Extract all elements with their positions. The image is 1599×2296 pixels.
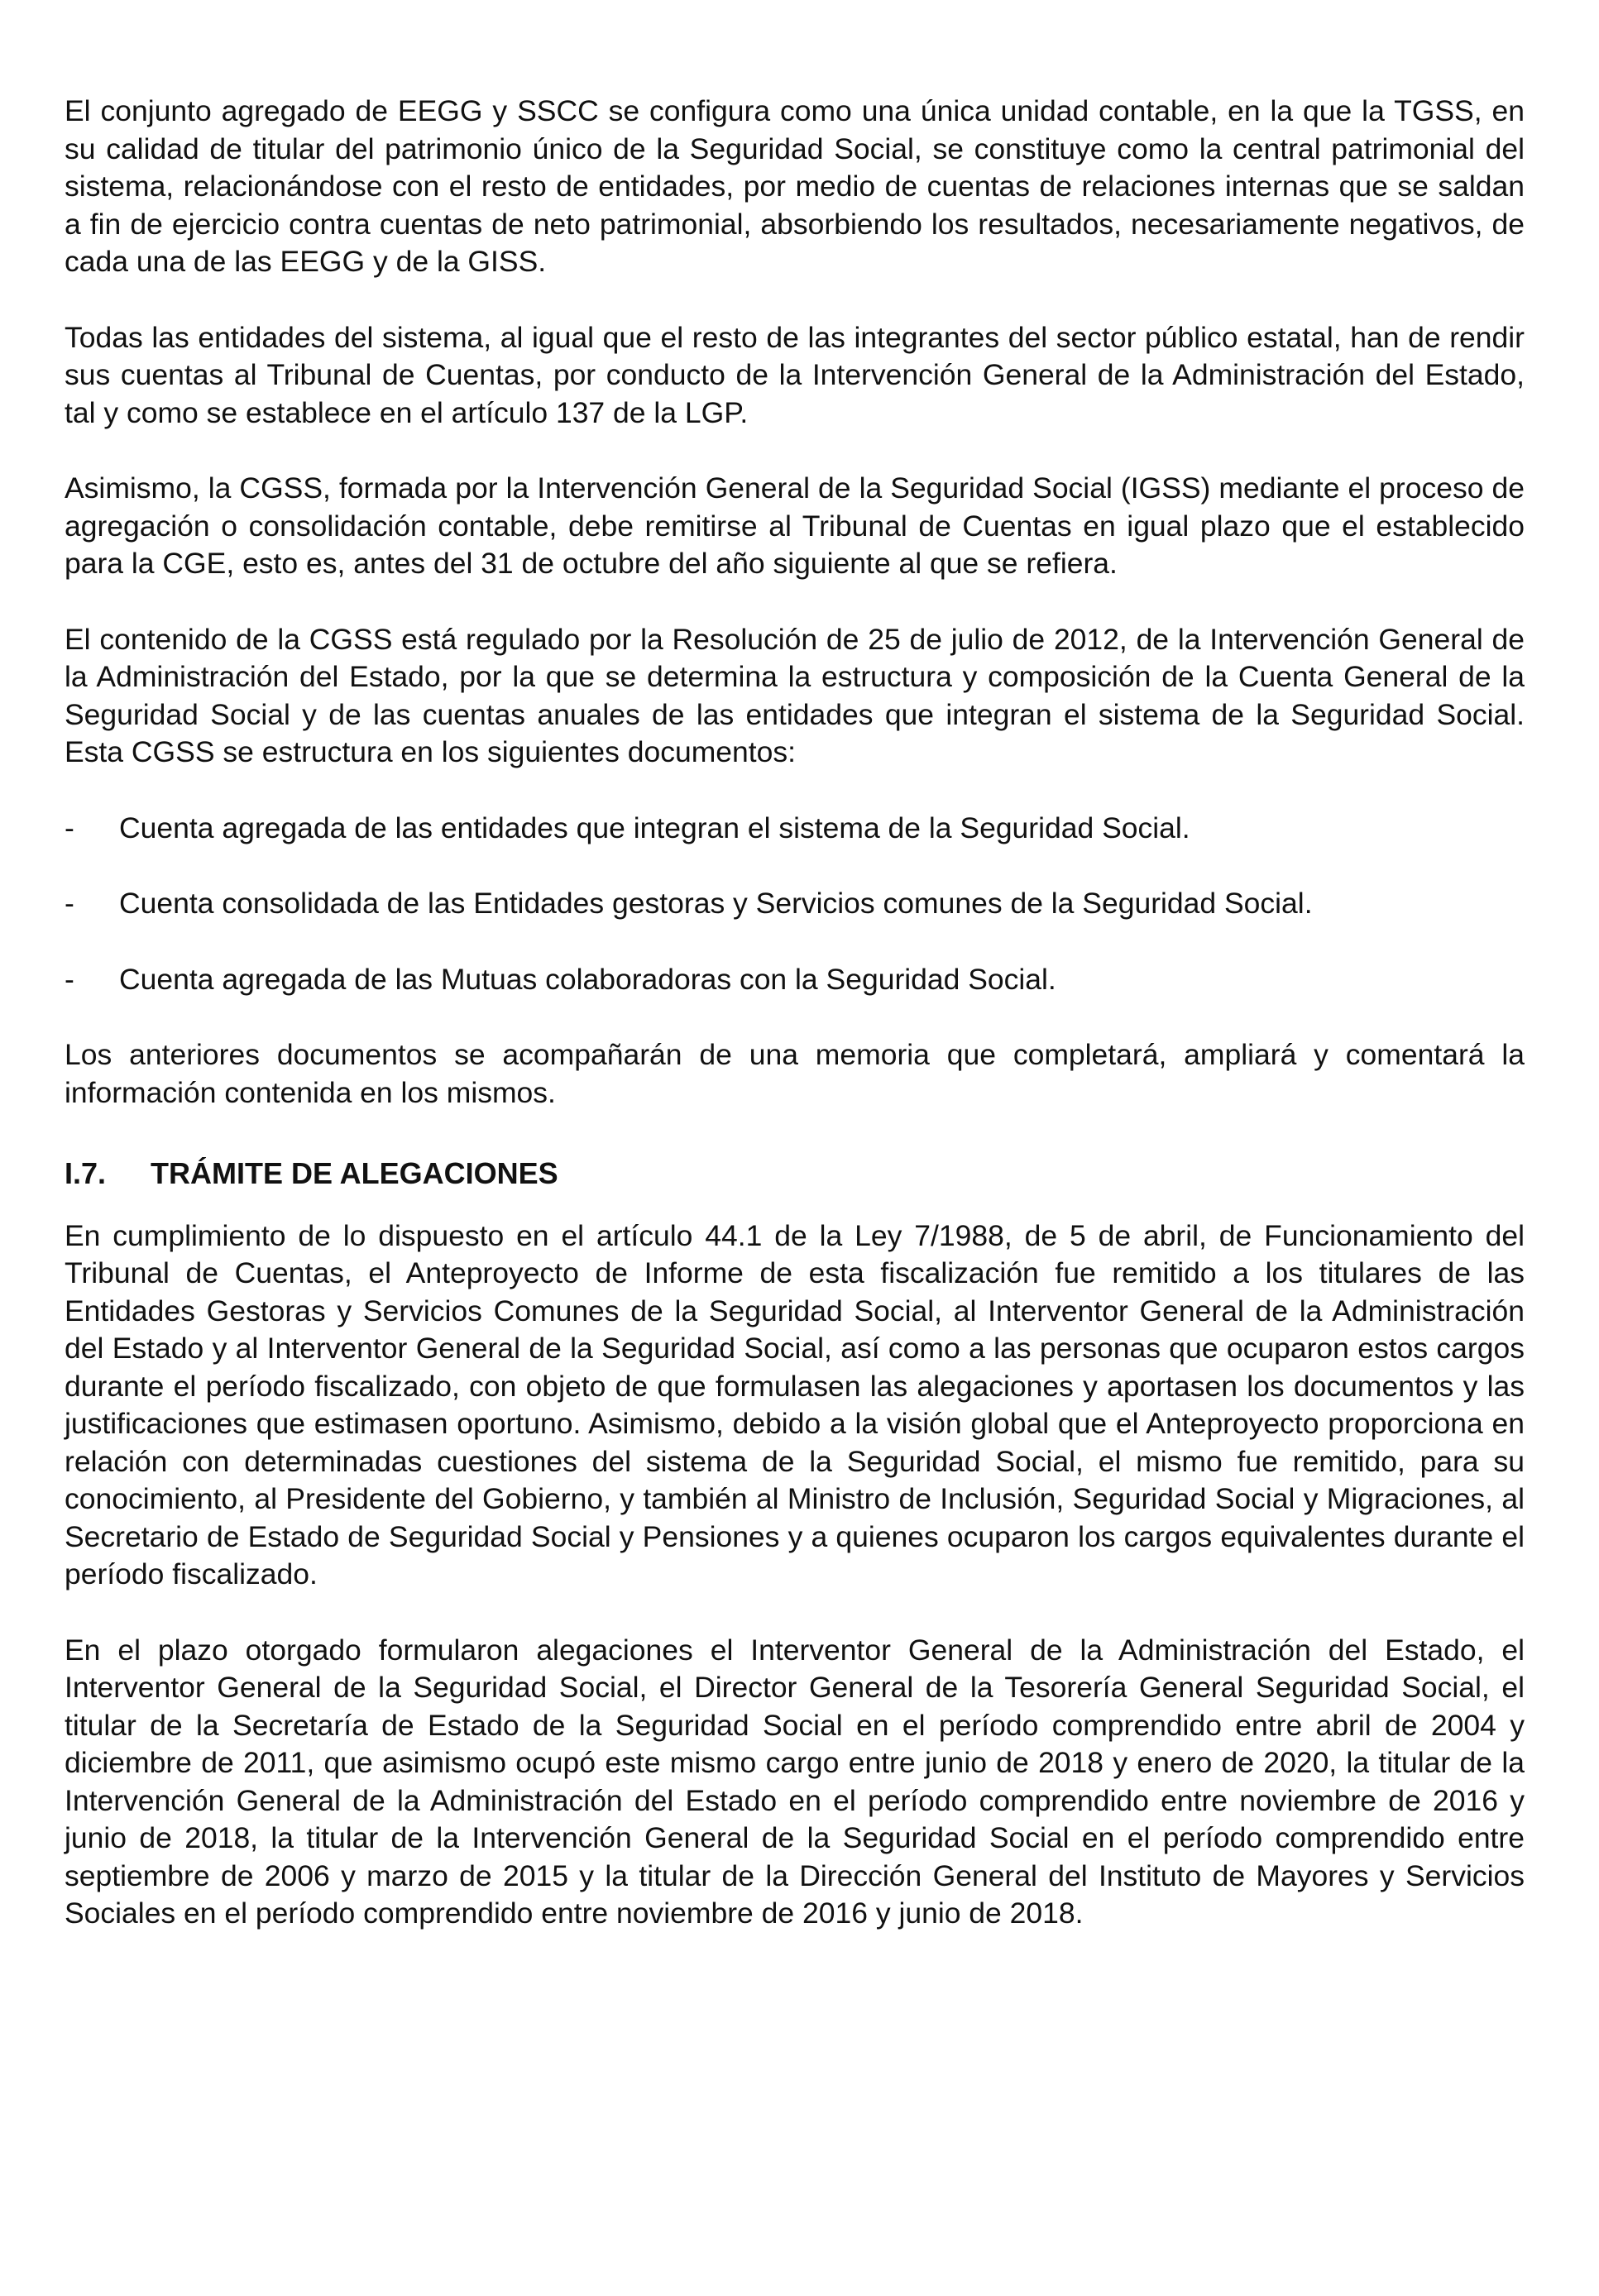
list-item-text: Cuenta consolidada de las Entidades gestoras y Servicios comunes de la Seguridad Social. (119, 887, 1313, 920)
section-heading (65, 1155, 1525, 1193)
section-title: TRÁMITE DE ALEGACIONES (151, 1156, 558, 1190)
list-dash: - (65, 811, 74, 844)
list-dash: - (65, 962, 74, 996)
paragraph-memoria: Los anteriores documentos se acompañarán de una memoria que completará, ampliará y comentará la información contenida en los mismos. (65, 1038, 1525, 1109)
list-item-text: Cuenta agregada de las entidades que integran el sistema de la Seguridad Social. (119, 811, 1190, 844)
paragraph-cgss-contenido: El contenido de la CGSS está regulado por la Resolución de 25 de julio de 2012, de la Intervención General de la Administración del Estado, por la que se determina la estructura y composición de la Cuenta General de la Seguridad Social y de las cuentas anuales de las entidades que integran el sistema de la Seguridad Social. Esta CGSS se estructura en los siguientes documentos: (65, 622, 1525, 768)
list-item (65, 885, 1525, 923)
list-dash: - (65, 887, 74, 920)
document-page (65, 93, 1525, 1971)
paragraph-eegg-sscc: El conjunto agregado de EEGG y SSCC se configura como una única unidad contable, en la que la TGSS, en su calidad de titular del patrimonio único de la Seguridad Social, se constituye como la central patrimonial del sistema, relacionándose con el resto de entidades, por medio de cuentas de relaciones internas que se saldan a fin de ejercicio contra cuentas de neto patrimonial, absorbiendo los resultados, necesariamente negativos, de cada una de las EEGG y de la GISS. (65, 94, 1525, 278)
section-number: I.7. (65, 1156, 107, 1190)
documents-list (65, 810, 1525, 999)
paragraph-alegaciones-formuladas: En el plazo otorgado formularon alegaciones el Interventor General de la Administración del Estado, el Interventor General de la Seguridad Social, el Director General de la Tesorería General Seguridad Social, el titular de la Secretaría de Estado de la Seguridad Social en el período comprendido entre abril de 2004 y diciembre de 2011, que asimismo ocupó este mismo cargo entre junio de 2018 y enero de 2020, la titular de la Intervención General de la Administración del Estado en el período comprendido entre noviembre de 2016 y junio de 2018, la titular de la Intervención General de la Seguridad Social en el período comprendido entre septiembre de 2006 y marzo de 2015 y la titular de la Dirección General del Instituto de Mayores y Servicios Sociales en el período comprendido entre noviembre de 2016 y junio de 2018. (65, 1633, 1525, 1930)
list-item-text: Cuenta agregada de las Mutuas colaboradoras con la Seguridad Social. (119, 962, 1056, 996)
paragraph-cgss-formacion: Asimismo, la CGSS, formada por la Intervención General de la Seguridad Social (IGSS) mediante el proceso de agregación o consolidación contable, debe remitirse al Tribunal de Cuentas en igual plazo que el establecido para la CGE, esto es, antes del 31 de octubre del año siguiente al que se refiera. (65, 471, 1525, 580)
list-item (65, 810, 1525, 848)
list-item (65, 961, 1525, 999)
paragraph-rendicion-cuentas: Todas las entidades del sistema, al igual que el resto de las integrantes del sector público estatal, han de rendir sus cuentas al Tribunal de Cuentas, por conducto de la Intervención General de la Administración del Estado, tal y como se establece en el artículo 137 de la LGP. (65, 320, 1525, 429)
paragraph-tramite-alegaciones: En cumplimiento de lo dispuesto en el artículo 44.1 de la Ley 7/1988, de 5 de abril, de Funcionamiento del Tribunal de Cuentas, el Anteproyecto de Informe de esta fiscalización fue remitido a los titulares de las Entidades Gestoras y Servicios Comunes de la Seguridad Social, al Interventor General de la Administración del Estado y al Interventor General de la Seguridad Social, así como a las personas que ocuparon estos cargos durante el período fiscalizado, con objeto de que formulasen las alegaciones y aportasen los documentos y las justificaciones que estimasen oportuno. Asimismo, debido a la visión global que el Anteproyecto proporciona en relación con determinadas cuestiones del sistema de la Seguridad Social, el mismo fue remitido, para su conocimiento, al Presidente del Gobierno, y también al Ministro de Inclusión, Seguridad Social y Migraciones, al Secretario de Estado de Seguridad Social y Pensiones y a quienes ocuparon los cargos equivalentes durante el período fiscalizado. (65, 1218, 1525, 1590)
